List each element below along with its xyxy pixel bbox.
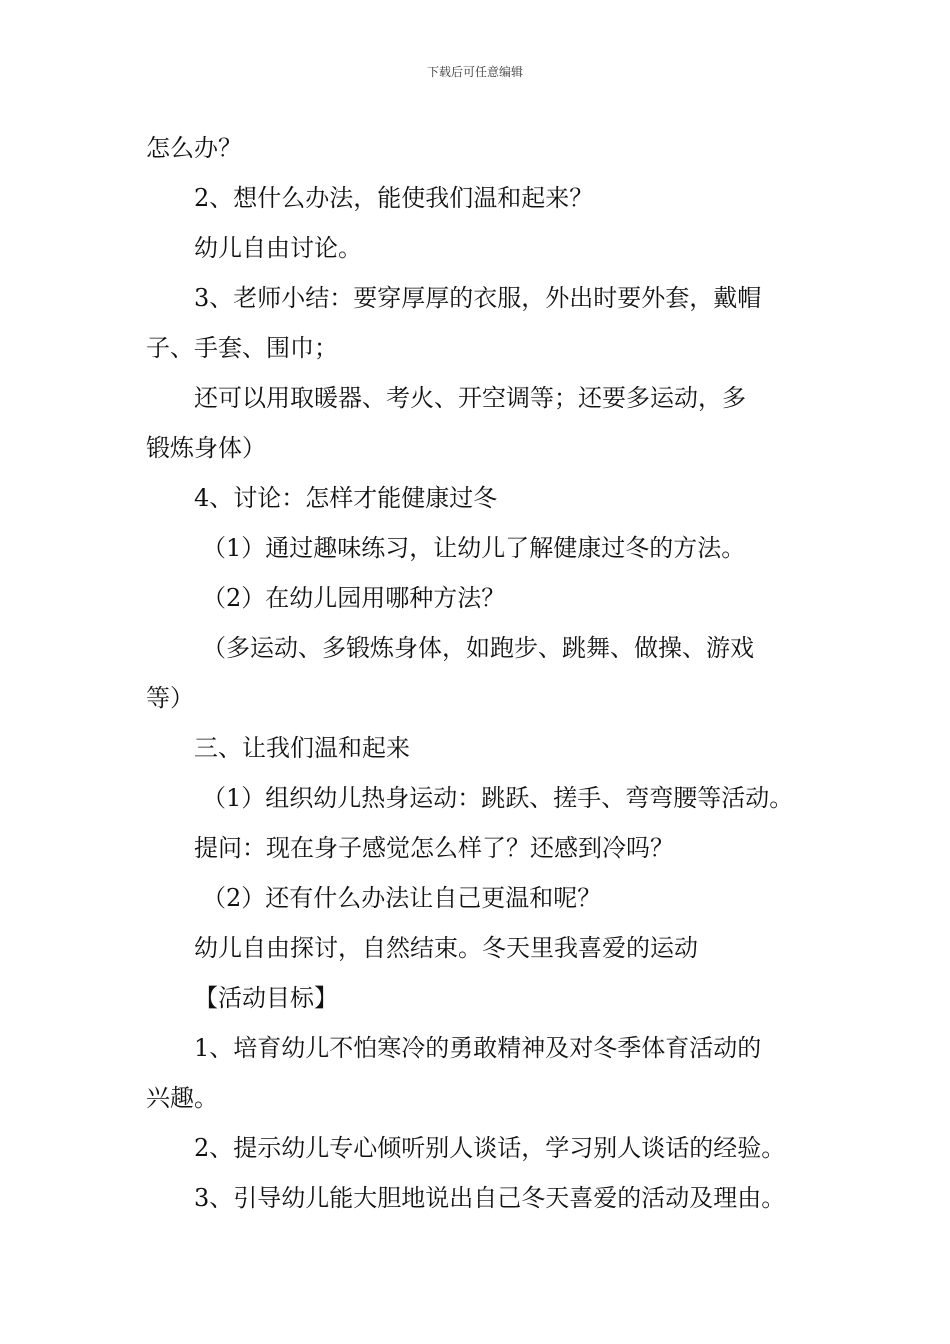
text-line: 锻炼身体） [146, 434, 266, 462]
text-line: 兴趣。 [146, 1084, 218, 1112]
text-line: 还可以用取暖器、考火、开空调等；还要多运动，多 [194, 384, 746, 412]
text-line: 子、手套、围巾； [146, 334, 338, 362]
text-line: （1）通过趣味练习，让幼儿了解健康过冬的方法。 [202, 534, 746, 562]
document-body [146, 130, 810, 1230]
text-line: 等） [146, 684, 194, 712]
text-line: 幼儿自由讨论。 [194, 234, 362, 262]
text-line: （多运动、多锻炼身体，如跑步、跳舞、做操、游戏 [202, 634, 754, 662]
text-line: 1、培育幼儿不怕寒冷的勇敢精神及对冬季体育活动的 [194, 1034, 762, 1062]
section-heading: 三、让我们温和起来 [194, 734, 410, 762]
page-header: 下载后可任意编辑 [426, 65, 523, 79]
text-line: 4、讨论：怎样才能健康过冬 [194, 484, 498, 512]
text-line: （2）还有什么办法让自己更温和呢？ [202, 884, 602, 912]
text-line: 3、老师小结：要穿厚厚的衣服，外出时要外套，戴帽 [194, 284, 762, 312]
text-line: 2、提示幼儿专心倾听别人谈话，学习别人谈话的经验。 [194, 1134, 786, 1162]
text-line: 怎么办？ [146, 134, 242, 162]
text-line: 提问：现在身子感觉怎么样了？还感到冷吗？ [194, 834, 674, 862]
text-line: 2、想什么办法，能使我们温和起来？ [194, 184, 594, 212]
text-line: 3、引导幼儿能大胆地说出自己冬天喜爱的活动及理由。 [194, 1184, 786, 1212]
text-line: 幼儿自由探讨，自然结束。冬天里我喜爱的运动 [194, 934, 698, 962]
section-heading: 【活动目标】 [194, 984, 338, 1012]
text-line: （1）组织幼儿热身运动：跳跃、搓手、弯弯腰等活动。 [202, 784, 794, 812]
text-line: （2）在幼儿园用哪种方法？ [202, 584, 506, 612]
